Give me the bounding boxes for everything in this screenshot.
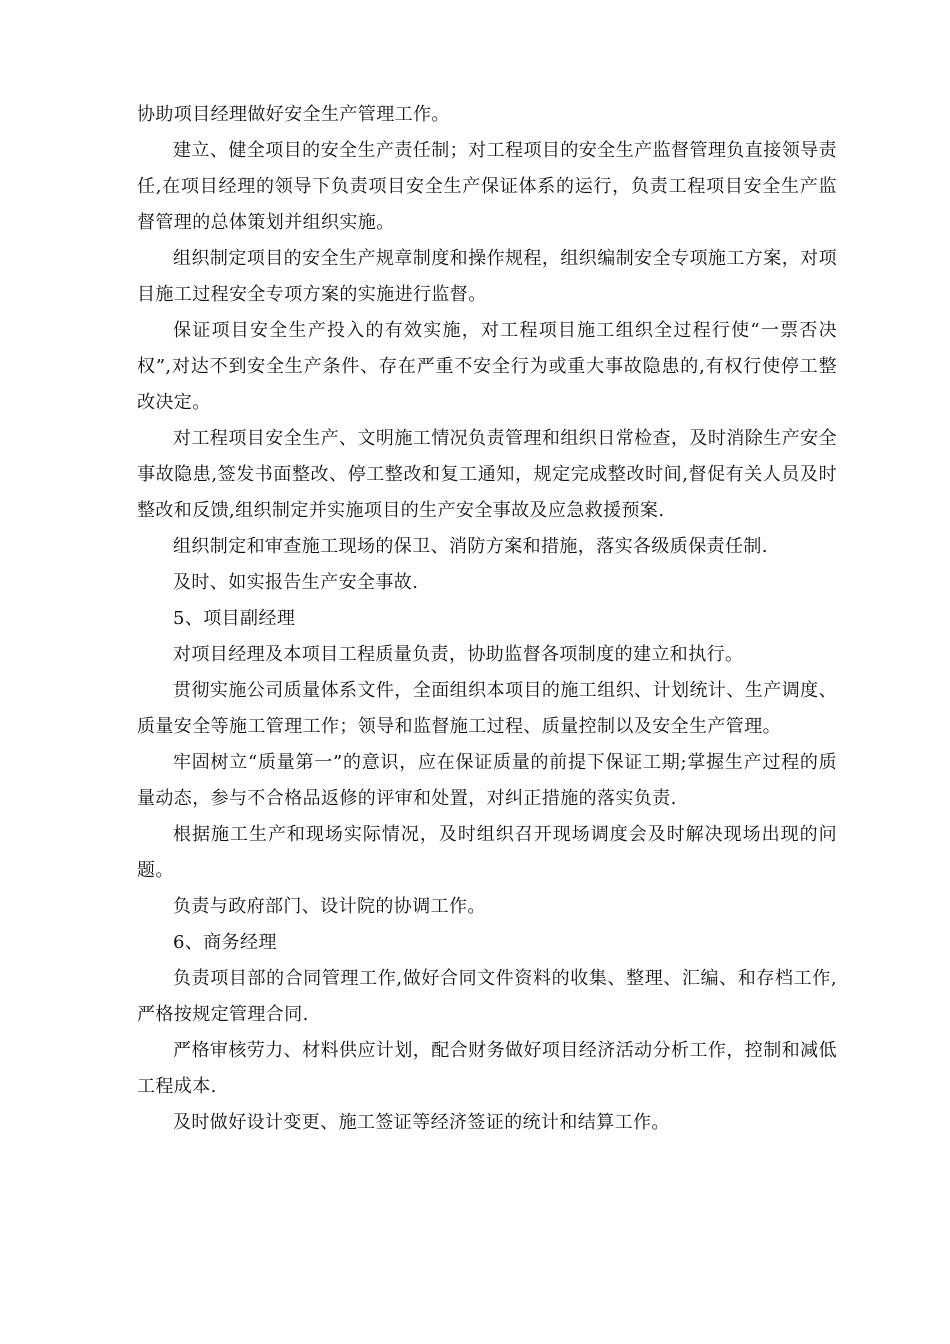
paragraph-4: 保证项目安全生产投入的有效实施，对工程项目施工组织全过程行使“一票否决权”,对达不到安全生产条件、存在严重不安全行为或重大事故隐患的,有权行使停工整改决定。	[137, 320, 837, 413]
paragraph-15: 负责项目部的合同管理工作,做好合同文件资料的收集、整理、汇编、和存档工作,严格按规定管理合同.	[137, 968, 837, 1025]
paragraph-7: 及时、如实报告生产安全事故.	[173, 572, 419, 593]
paragraph-16: 严格审核劳力、材料供应计划，配合财务做好项目经济活动分析工作，控制和减低工程成本.	[137, 1040, 837, 1097]
paragraph-17: 及时做好设计变更、施工签证等经济签证的统计和结算工作。	[173, 1112, 670, 1133]
paragraph-6: 组织制定和审查施工现场的保卫、消防方案和措施，落实各级质保责任制.	[173, 536, 768, 557]
paragraph-5: 对工程项目安全生产、文明施工情况负责管理和组织日常检查，及时消除生产安全事故隐患,签发书面整改、停工整改和复工通知，规定完成整改时间,督促有关人员及时整改和反馈,组织制定并实施项目的生产安全事故及应急救援预案.	[137, 428, 837, 521]
paragraph-2: 建立、健全项目的安全生产责任制；对工程项目的安全生产监督管理负直接领导责任,在项目经理的领导下负责项目安全生产保证体系的运行，负责工程项目安全生产监督管理的总体策划并组织实施。	[137, 140, 837, 233]
section-heading-6: 6、商务经理	[173, 932, 277, 953]
paragraph-12: 根据施工生产和现场实际情况，及时组织召开现场调度会及时解决现场出现的问题。	[137, 824, 837, 881]
paragraph-11: 牢固树立“质量第一”的意识，应在保证质量的前提下保证工期;掌握生产过程的质量动态，参与不合格品返修的评审和处置，对纠正措施的落实负责.	[137, 752, 837, 809]
section-heading-5: 5、项目副经理	[173, 608, 296, 629]
paragraph-3: 组织制定项目的安全生产规章制度和操作规程，组织编制安全专项施工方案，对项目施工过程安全专项方案的实施进行监督。	[137, 248, 837, 305]
paragraph-13: 负责与政府部门、设计院的协调工作。	[173, 896, 486, 917]
paragraph-9: 对项目经理及本项目工程质量负责，协助监督各项制度的建立和执行。	[173, 644, 744, 665]
paragraph-1: 协助项目经理做好安全生产管理工作。	[137, 104, 450, 125]
paragraph-10: 贯彻实施公司质量体系文件，全面组织本项目的施工组织、计划统计、生产调度、质量安全等施工管理工作；领导和监督施工过程、质量控制以及安全生产管理。	[137, 680, 837, 737]
document-page	[137, 97, 837, 1141]
